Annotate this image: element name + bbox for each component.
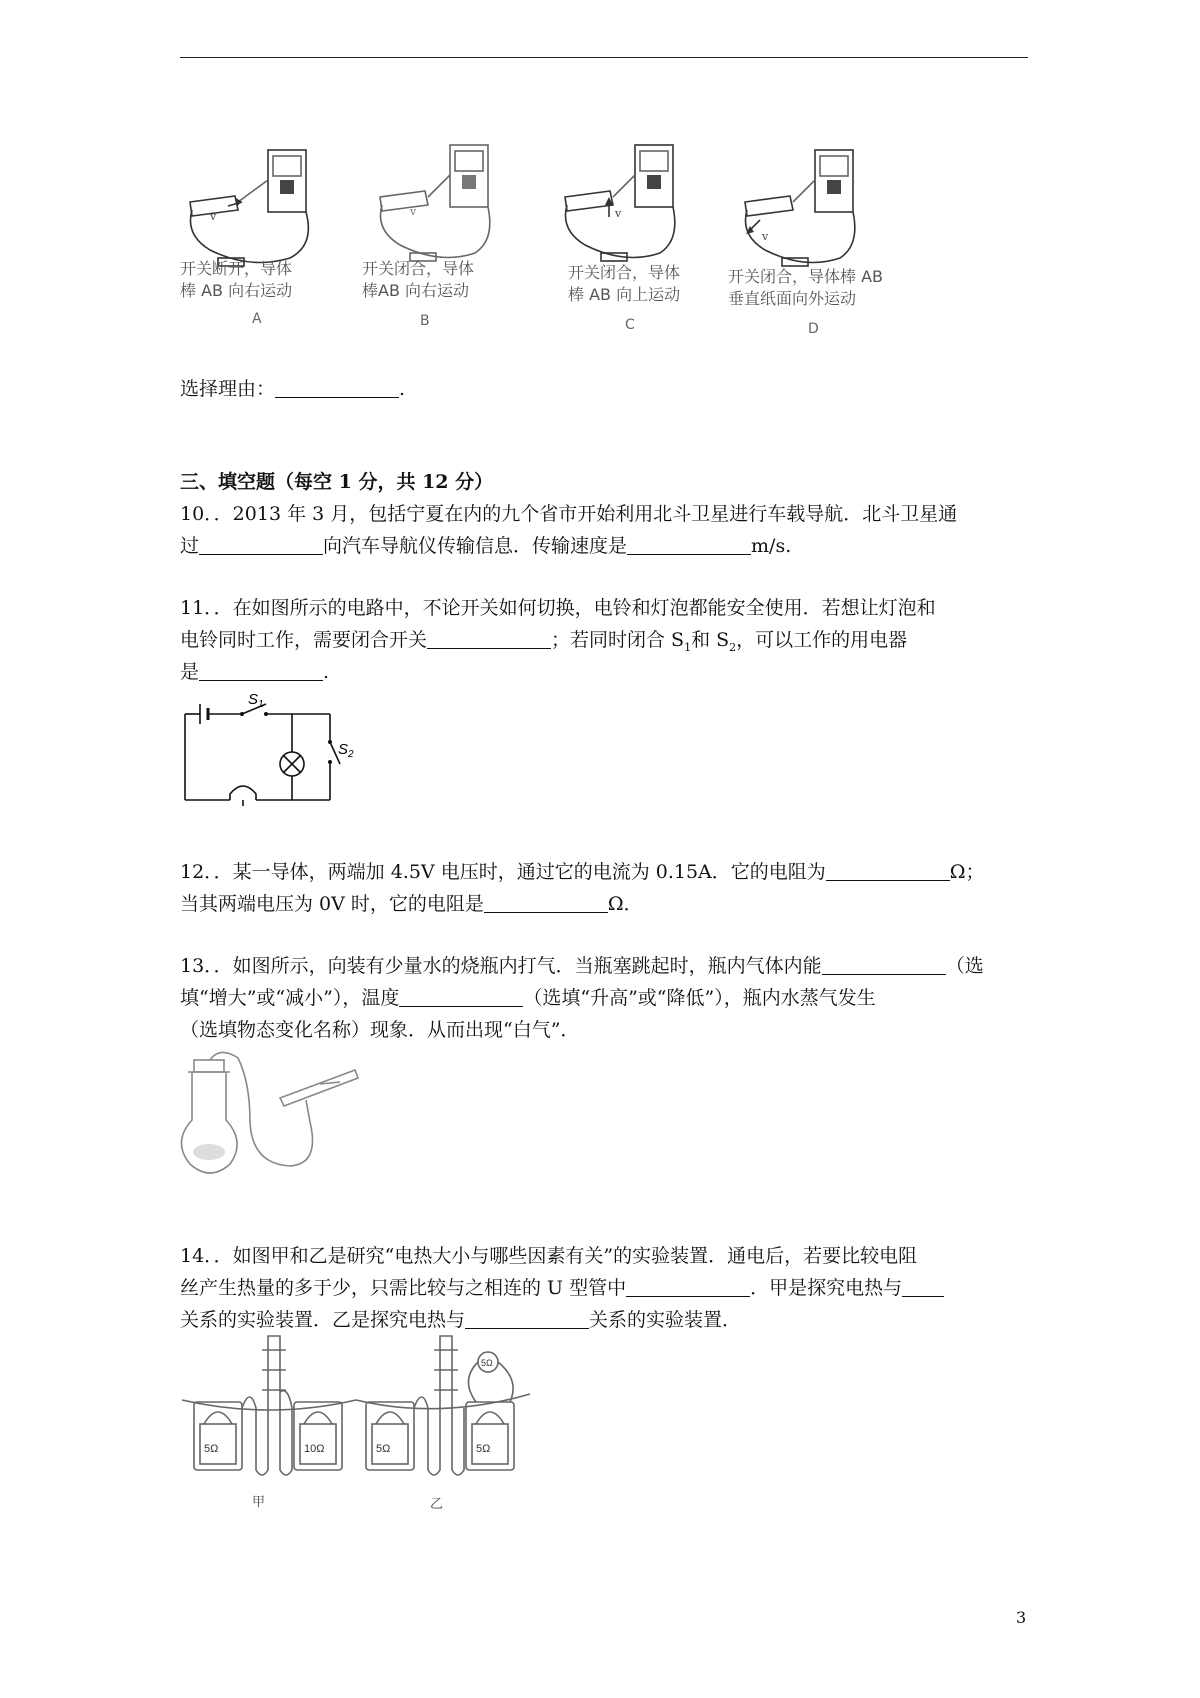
q14-fig-right-r3: 5Ω — [481, 1358, 493, 1368]
q11-line1: 11．．在如图所示的电路中，不论开关如何切换，电铃和灯泡都能安全使用．若想让灯泡和 — [180, 597, 936, 619]
q10-line1: 10．．2013 年 3 月，包括宁夏在内的九个省市开始利用北斗卫星进行车载导航．北斗卫星通 — [180, 503, 958, 525]
q13-blank-1[interactable] — [822, 956, 946, 975]
q11-label-s1: S — [248, 691, 259, 708]
header-rule — [180, 57, 1028, 58]
figure-panel-d — [740, 140, 940, 280]
q11-circuit-diagram — [180, 692, 370, 807]
figure-panel-b-letter: B — [420, 313, 430, 329]
q10-blank-1[interactable] — [199, 536, 323, 555]
q14-fig-left-label: 甲 — [252, 1495, 266, 1510]
q13-line1: 13．．如图所示，向装有少量水的烧瓶内打气．当瓶塞跳起时，瓶内气体内能 （选 — [180, 955, 984, 977]
q14-line2: 丝产生热量的多于少，只需比较与之相连的 U 型管中 ．甲是探究电热与 — [180, 1272, 944, 1304]
q14-fig-right-label: 乙 — [430, 1497, 444, 1512]
q12-blank-1[interactable] — [826, 862, 950, 881]
q10-line2: 过 向汽车导航仪传输信息．传输速度是 m/s. — [180, 535, 792, 557]
figure-panel-a-caption: 开关断开，导体 棒 AB 向右运动 — [180, 259, 293, 300]
q10-blank-2[interactable] — [627, 536, 751, 555]
svg-text:1: 1 — [258, 699, 264, 710]
q12-line1: 12．．某一导体，两端加 4.5V 电压时，通过它的电流为 0.15A．它的电阻为 Ω； — [180, 861, 985, 883]
figure-panel-b — [380, 135, 580, 275]
induction-figure-row — [180, 140, 1000, 370]
choice-reason-label: 选择理由： — [180, 378, 276, 400]
figure-panel-c — [565, 135, 765, 275]
q13-blank-2[interactable] — [399, 988, 523, 1007]
q14-blank-3[interactable] — [465, 1310, 589, 1329]
svg-text:2: 2 — [348, 749, 354, 760]
svg-text:v: v — [762, 230, 769, 243]
q14-fig-left-r2: 10Ω — [304, 1443, 325, 1455]
q11-blank-1[interactable] — [427, 630, 551, 649]
q14-line3: 关系的实验装置．乙是探究电热与 关系的实验装置． — [180, 1309, 742, 1331]
figure-panel-c-letter: C — [625, 317, 635, 333]
q12-line2: 当其两端电压为 0V 时，它的电阻是 Ω． — [180, 893, 643, 915]
q14-apparatus-figure — [180, 1330, 560, 1510]
svg-text:v: v — [210, 210, 217, 223]
q13-line3: （选填物态变化名称）现象．从而出现“白气”． — [180, 1019, 580, 1041]
q13-flask-pump-figure — [180, 1052, 370, 1182]
q12-blank-2[interactable] — [484, 894, 608, 913]
section-heading: 三、填空题（每空 1 分，共 12 分） — [180, 471, 494, 493]
figure-panel-c-caption: 开关闭合，导体 棒 AB 向上运动 — [568, 263, 681, 304]
figure-panel-b-caption: 开关闭合，导体 棒AB 向右运动 — [362, 259, 475, 300]
q11-line3: 是 . — [180, 661, 330, 683]
page-number: 3 — [1016, 1608, 1027, 1627]
q14-fig-left-r1: 5Ω — [204, 1443, 219, 1455]
q14-fig-right-r1: 5Ω — [376, 1443, 391, 1455]
choice-reason-line: 选择理由： . — [180, 378, 406, 400]
choice-reason-blank[interactable] — [275, 379, 399, 398]
figure-panel-d-letter: D — [808, 321, 819, 337]
figure-panel-a-letter: A — [252, 311, 262, 327]
q14-fig-right-r2: 5Ω — [476, 1443, 491, 1455]
figure-panel-d-caption: 开关闭合，导体棒 AB 垂直纸面向外运动 — [728, 267, 884, 308]
q14-line1: 14．．如图甲和乙是研究“电热大小与哪些因素有关”的实验装置．通电后，若要比较电阻 — [180, 1245, 918, 1267]
svg-text:v: v — [615, 207, 622, 220]
q11-label-s2: S — [338, 741, 349, 758]
q14-blank-1[interactable] — [626, 1278, 750, 1297]
q14-blank-2[interactable] — [902, 1278, 944, 1297]
q13-line2: 填“增大”或“减小”），温度 （选填“升高”或“降低”），瓶内水蒸气发生 — [180, 987, 876, 1009]
svg-text:v: v — [410, 205, 417, 218]
q11-line2: 电铃同时工作，需要闭合开关 ；若同时闭合 $S_1$和 $S_2$，可以工作的用电器 — [180, 629, 908, 654]
q11-blank-2[interactable] — [199, 662, 323, 681]
